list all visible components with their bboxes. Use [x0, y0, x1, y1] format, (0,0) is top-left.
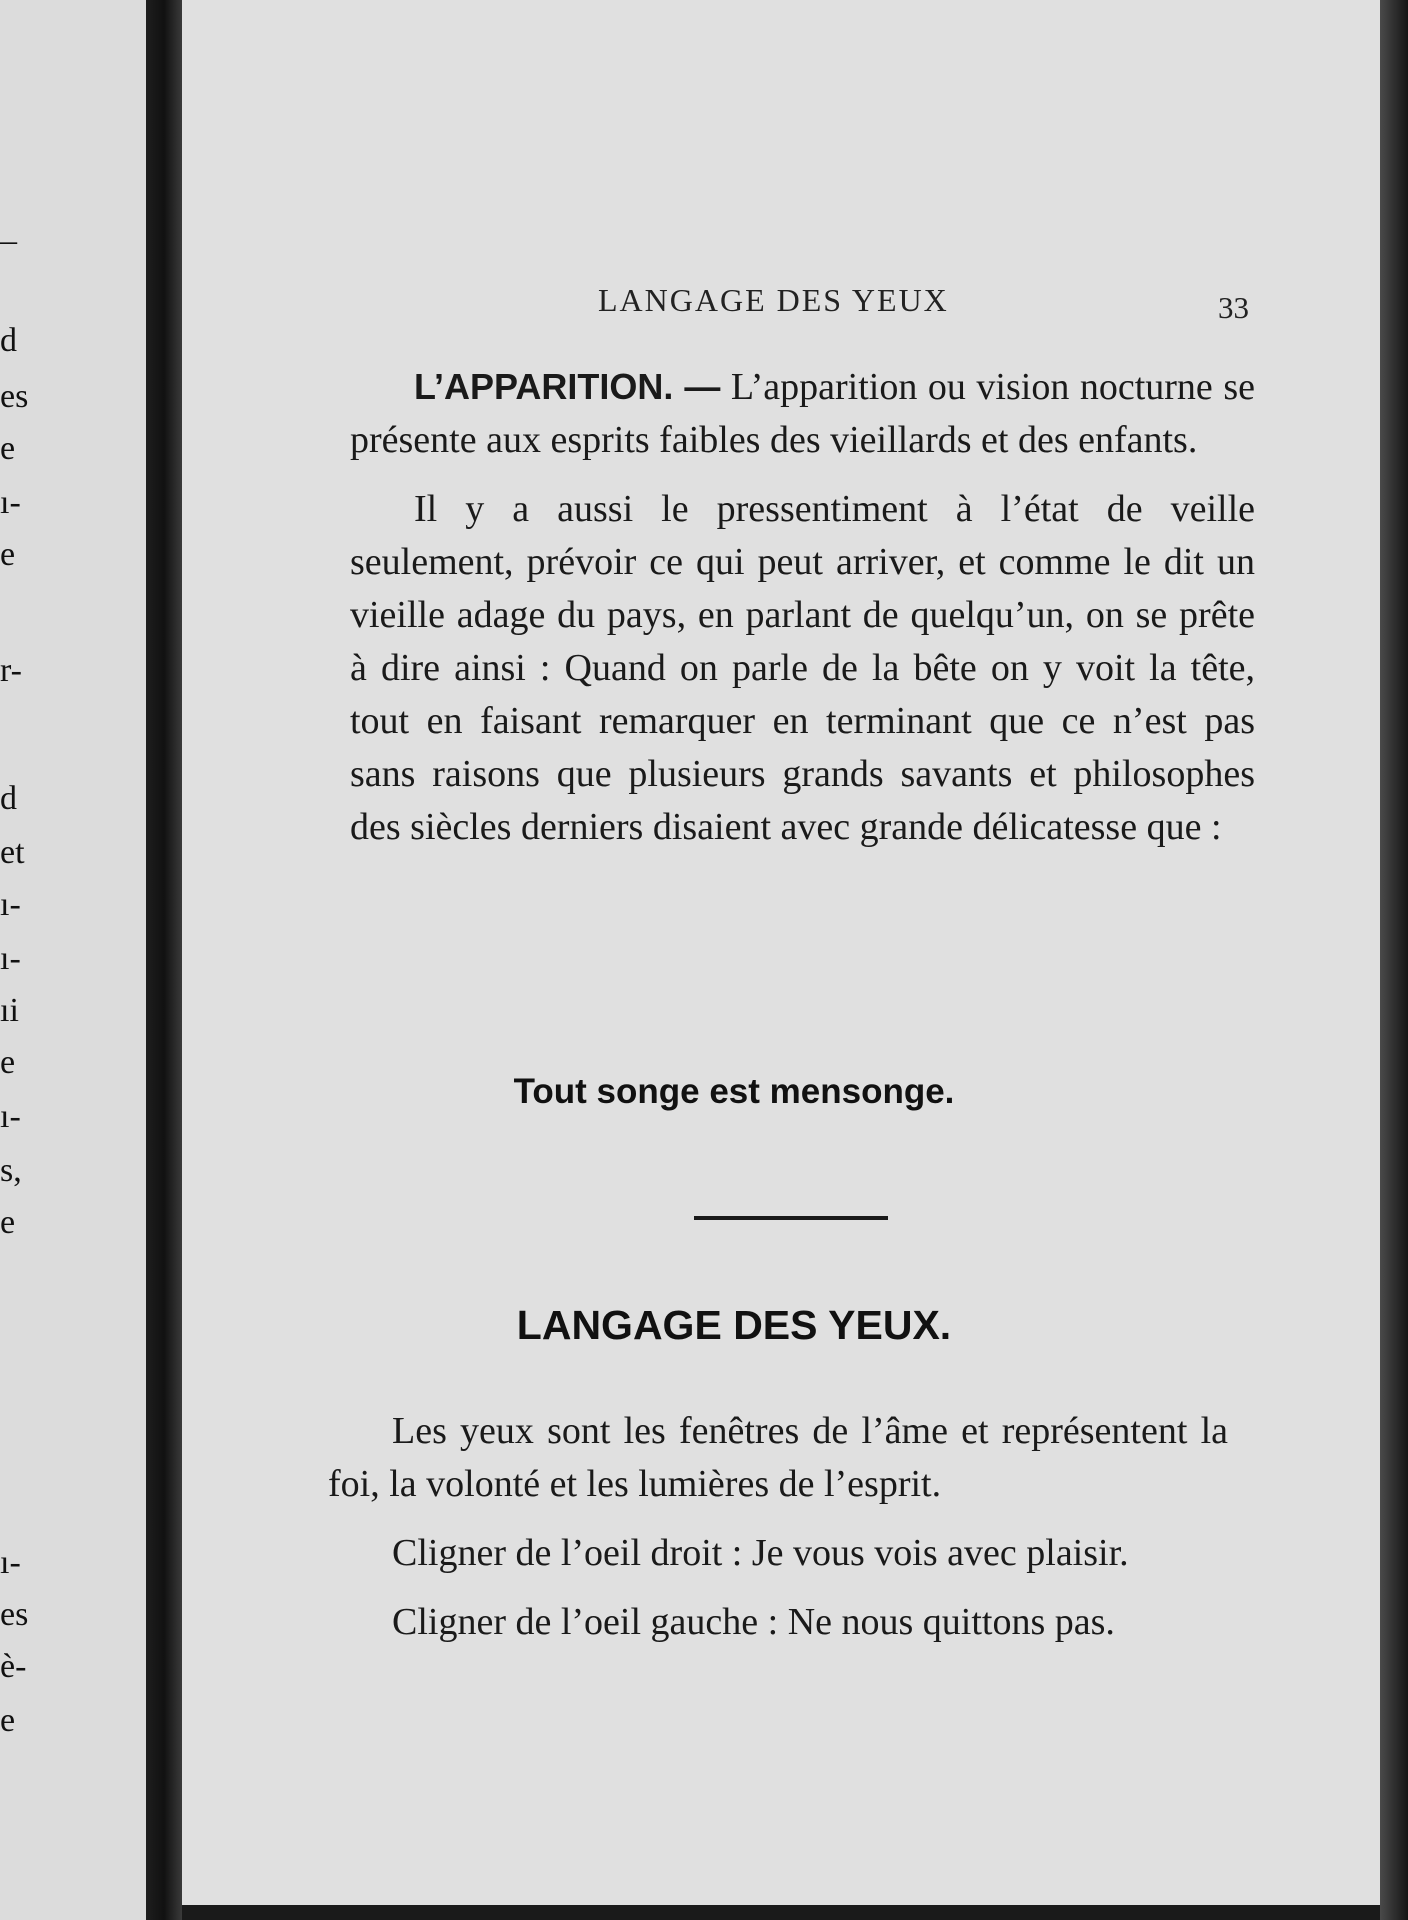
left-page-fragment: es [0, 1596, 29, 1633]
left-page-fragment: d [0, 322, 17, 359]
left-page-fragment: e [0, 1204, 16, 1241]
previous-page-edge [0, 0, 158, 1920]
left-page-fragment: ıi [0, 992, 19, 1029]
left-page-fragment: ı- [0, 1544, 21, 1581]
page-bottom-edge [182, 1905, 1380, 1920]
left-page-fragment: – [0, 222, 17, 259]
eyes-intro-paragraph: Les yeux sont les fenêtres de l’âme et représentent la foi, la volonté et les lumières de l’esprit. [328, 1410, 1228, 1505]
left-page-fragment: ı- [0, 1098, 21, 1135]
left-page-fragment: e [0, 430, 16, 467]
section-divider [694, 1216, 888, 1220]
left-page-fragment: es [0, 378, 29, 415]
left-eye-paragraph: Cligner de l’oeil gauche : Ne nous quittons pas. [392, 1601, 1115, 1643]
left-page-fragment: è- [0, 1648, 27, 1685]
apparition-section [350, 360, 1255, 870]
left-page-fragment: ı- [0, 484, 21, 521]
page-number: 33 [1218, 290, 1249, 325]
apparition-paragraph [350, 360, 1255, 467]
apparition-paragraph-text: L’apparition ou vision nocturne se présente aux esprits faibles des vieillards et des enfants. [350, 366, 1255, 461]
left-page-fragment: ı- [0, 940, 21, 977]
running-header-title: LANGAGE DES YEUX [598, 282, 949, 318]
left-page-fragment: e [0, 536, 16, 573]
langage-section [328, 1405, 1228, 1665]
apparition-heading: L’APPARITION. — [414, 366, 721, 407]
left-page-fragment: s, [0, 1152, 22, 1189]
motto-line: Tout songe est mensonge. [513, 1072, 955, 1111]
pressentiment-paragraph: Il y a aussi le pressentiment à l’état de veille seulement, prévoir ce qui peut arriver, et comme le dit un vieille adage du pays, en parlant de quelqu’un, on se prête à dire ainsi : Quand on parle de la bête on y voit la tête, tout en faisant remarquer en terminant que ce n’est pas sans raisons que plusieurs grands savants et philosophes des siècles derniers disaient avec grande délicatesse que : [350, 488, 1255, 848]
right-eye-paragraph: Cligner de l’oeil droit : Je vous vois avec plaisir. [392, 1532, 1129, 1574]
left-page-fragment: e [0, 1702, 16, 1739]
left-page-fragment: ı- [0, 886, 21, 923]
book-gutter [146, 0, 182, 1920]
left-page-fragment: d [0, 780, 17, 817]
left-page-fragment: et [0, 834, 25, 871]
left-page-fragment: r- [0, 652, 22, 689]
page-right-edge [1380, 0, 1408, 1920]
section-heading: LANGAGE DES YEUX. [516, 1302, 952, 1348]
left-page-fragment: e [0, 1044, 16, 1081]
